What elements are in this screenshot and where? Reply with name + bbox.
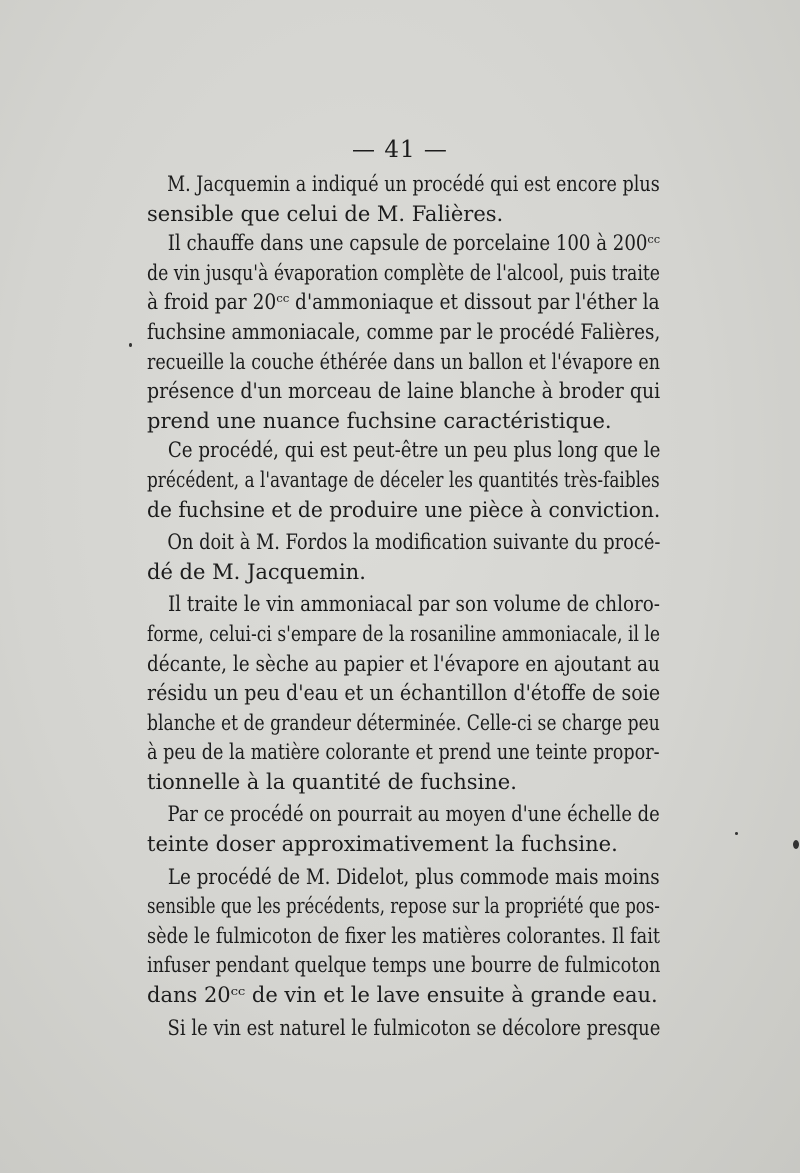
text-line: Par ce procédé on pourrait au moyen d'une échelle de [167,802,660,827]
ink-speck [793,840,799,849]
text-line: Il chauffe dans une capsule de porcelaine 100 à 200ᶜᶜ [167,231,660,256]
paragraph [147,436,660,525]
text-line: sède le fulmicoton de fixer les matières colorantes. Il fait [147,923,660,948]
text-line: présence d'un morceau de laine blanche à broder qui [147,379,661,404]
ink-speck [735,832,738,835]
text-line: Si le vin est naturel le fulmicoton se décolore presque [167,1015,661,1040]
ink-speck [129,343,132,347]
paragraph [147,229,660,436]
text-line: décante, le sèche au papier et l'évapore en ajoutant au [147,651,660,676]
text-line: dans 20ᶜᶜ de vin et le lave ensuite à grande eau. [147,983,658,1008]
paragraph [147,863,660,1011]
paragraph [147,170,660,229]
text-line: fuchsine ammoniacale, comme par le procédé Falières, [147,319,661,344]
text-line: recueille la couche éthérée dans un ballon et l'évapore en [147,349,660,374]
text-line: blanche et de grandeur déterminée. Celle-ci se charge peu [147,710,660,735]
text-line: prend une nuance fuchsine caractéristique. [147,408,612,433]
text-line: tionnelle à la quantité de fuchsine. [147,769,517,794]
text-line: de fuchsine et de produire une pièce à conviction. [147,497,661,522]
text-line: On doit à M. Fordos la modification suivante du procé- [167,530,661,555]
text-line: forme, celui-ci s'empare de la rosaniline ammoniacale, il le [147,621,661,646]
text-line: à peu de la matière colorante et prend une teinte propor- [147,740,660,765]
paragraph [147,528,660,587]
text-line: infuser pendant quelque temps une bourre de fulmicoton [147,953,661,978]
text-line: dé de M. Jacquemin. [147,559,366,584]
body-text [147,170,660,1043]
text-line: teinte doser approximativement la fuchsine. [147,832,618,857]
text-line: sensible que celui de M. Falières. [147,201,504,226]
text-line: de vin jusqu'à évaporation complète de l'alcool, puis traite [147,260,661,285]
page-number: — 41 — [352,137,448,163]
text-line: Il traite le vin ammoniacal par son volume de chloro- [167,592,660,617]
text-line: résidu un peu d'eau et un échantillon d'étoffe de soie [147,681,661,706]
text-line: à froid par 20ᶜᶜ d'ammoniaque et dissout par l'éther la [147,290,660,315]
text-line: M. Jacquemin a indiqué un procédé qui est encore plus [167,172,660,196]
text-line: précédent, a l'avantage de déceler les quantités très-faibles [147,467,660,492]
paragraph [147,590,660,797]
paragraph [147,800,660,859]
paragraph [147,1014,660,1044]
text-line: Ce procédé, qui est peut-être un peu plus long que le [167,438,661,463]
text-line: sensible que les précédents, repose sur la propriété que pos- [147,894,660,919]
text-line: Le procédé de M. Didelot, plus commode mais moins [167,864,660,889]
